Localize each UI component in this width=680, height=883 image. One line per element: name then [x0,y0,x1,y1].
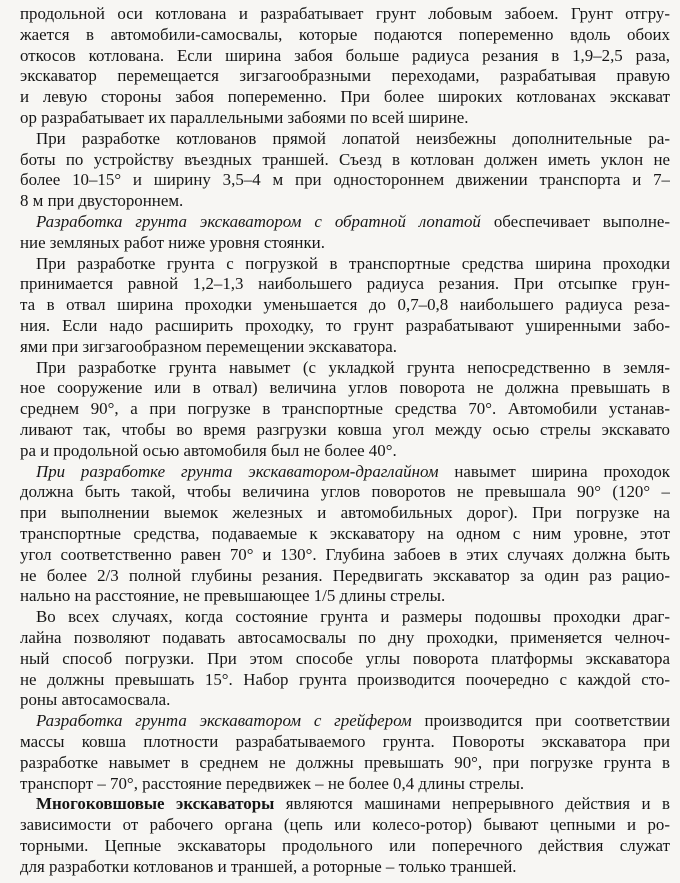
text-run: экскаватор перемещается зигзагообразными переходами, разрабатывая правую [20,66,670,86]
text-line [36,129,670,149]
text-line [20,170,670,190]
text-run: лайна позволяют подавать автосамосвалы по дну проходки, применяется челноч- [20,628,670,647]
text-run: нально на расстояние, не превышающее 1/5 длины стрелы. [20,586,446,606]
text-run: ливают так, чтобы во время разгрузки ковша угол между осью стрелы экскавато [20,420,670,439]
text-line [20,274,670,294]
text-line [20,857,670,877]
text-run: продольной оси котлована и разрабатывает грунт лобовым забоем. Грунт отгру- [20,4,670,23]
text-run: принимается равной 1,2–1,3 наибольшего радиуса резания. При отсыпке грун- [20,274,670,294]
text-run: производится при соответствии [411,711,670,731]
text-line [20,378,670,398]
text-run: жается в автомобили-самосвалы, которые подаются попеременно вдоль обоих [20,24,670,44]
text-line [20,399,670,419]
text-line [36,212,670,232]
text-line [36,607,670,627]
text-run: та в отвал ширина проходки уменьшается до 0,7–0,8 наибольшего радиуса реза- [20,295,670,315]
text-line [20,191,670,211]
text-line [36,254,670,274]
text-line [20,420,670,440]
text-run: обеспечивает выполне- [480,212,670,231]
text-run: ор разрабатывает их параллельными забоями по всей ширине. [20,108,469,127]
bold-term: Многоковшовые экскаваторы [36,794,275,814]
text-line [20,108,670,128]
text-line [20,66,670,86]
text-run: не должны превышать 15°. Набор грунта производится поочередно с каждой сто- [20,669,670,689]
text-line [36,711,670,731]
text-run: ния. Если надо расширить проходку, то грунт разрабатывают уширенными забо- [20,316,670,335]
text-run: При разработке грунта навымет (с укладкой грунта непосредственно в земля- [36,357,670,377]
text-line [36,462,670,482]
text-run: при выполнении выемок железных и автомобильных дорог). При погрузке на [20,503,670,523]
text-run: зависимости от рабочего органа (цепь или колесо-ротор) бывают цепными и ро- [20,815,670,835]
text-line [20,25,670,45]
text-line [36,358,670,378]
text-run: не более 2/3 полной глубины резания. Передвигать экскаватор за один раз рацио- [20,565,670,585]
text-line [20,836,670,856]
text-line [20,441,670,461]
text-line [20,316,670,336]
text-run: разработке навымет в среднем не должны превышать 90°, при погрузке грунта в [20,752,670,772]
text-line [20,670,670,690]
text-run: и левую стороны забоя попеременно. При более широких котлованах экскават [20,87,670,107]
text-run: ями при зигзагообразном перемещении экскаватора. [20,336,398,356]
text-line [20,566,670,586]
text-line [20,524,670,544]
italic-heading: Разработка грунта экскаватором с грейфером [36,711,412,731]
text-run: навымет ширина проходок [438,461,670,481]
text-run: ное сооружение или в отвал) величина углов поворота не должна превышать в [20,378,670,398]
text-run: транспортные средства, подаваемые к экскаватору на одном с ним уровне, этот [20,524,670,543]
text-line [20,46,670,66]
text-line [20,628,670,648]
text-line [20,753,670,773]
text-run: ра и продольной осью автомобиля был не более 40°. [20,440,397,460]
text-line [20,295,670,315]
text-run: массы ковша плотности разрабатываемого грунта. Повороты экскаватора при [20,732,670,751]
text-run: являются машинами непрерывного действия и в [274,794,670,814]
text-line [20,337,670,357]
text-run: роны автосамосвала. [20,690,171,710]
italic-heading: При разработке грунта экскаватором-драглайном [36,461,439,481]
text-line [36,794,670,814]
text-line [20,586,670,606]
text-run: угол соответственно равен 70° и 130°. Глубина забоев в этих случаях должна быть [20,544,670,564]
text-line [20,649,670,669]
text-run: 8 м при двустороннем. [20,191,184,211]
text-run: торными. Цепные экскаваторы продольного или поперечного действия служат [20,836,670,855]
text-line [20,150,670,170]
text-run: боты по устройству въездных траншей. Съезд в котлован должен иметь уклон не [20,149,670,169]
text-line [20,815,670,835]
text-line [20,233,670,253]
text-run: должна быть такой, чтобы величина углов поворотов не превышала 90° (120° – [20,482,670,502]
text-run: При разработке грунта с погрузкой в транспортные средства ширина проходки [36,253,670,273]
text-line [20,690,670,710]
text-line [20,503,670,523]
text-run: ный способ погрузки. При этом способе углы поворота платформы экскаватора [20,648,670,668]
text-line [20,4,670,24]
text-run: ние земляных работ ниже уровня стоянки. [20,232,325,252]
text-run: При разработке котлованов прямой лопатой неизбежны дополнительные ра- [36,128,670,148]
text-run: откосов котлована. Если ширина забоя больше радиуса резания в 1,9–2,5 раза, [20,45,670,65]
text-line [20,545,670,565]
text-run: транспорт – 70°, расстояние передвижек – не более 0,4 длины стрелы. [20,773,525,793]
text-run: более 10–15° и ширину 3,5–4 м при одностороннем движении транспорта и 7– [20,170,670,190]
text-line [20,774,670,794]
text-run: Во всех случаях, когда состояние грунта и размеры подошвы проходки драг- [36,607,670,627]
text-run: среднем 90°, а при погрузке в транспортные средства 70°. Автомобили устанав- [20,399,670,419]
text-run: для разработки котлованов и траншей, а роторные – только траншей. [20,856,517,876]
text-line [20,482,670,502]
italic-heading: Разработка грунта экскаватором с обратной лопатой [36,212,481,231]
text-line [20,87,670,107]
text-line [20,732,670,752]
